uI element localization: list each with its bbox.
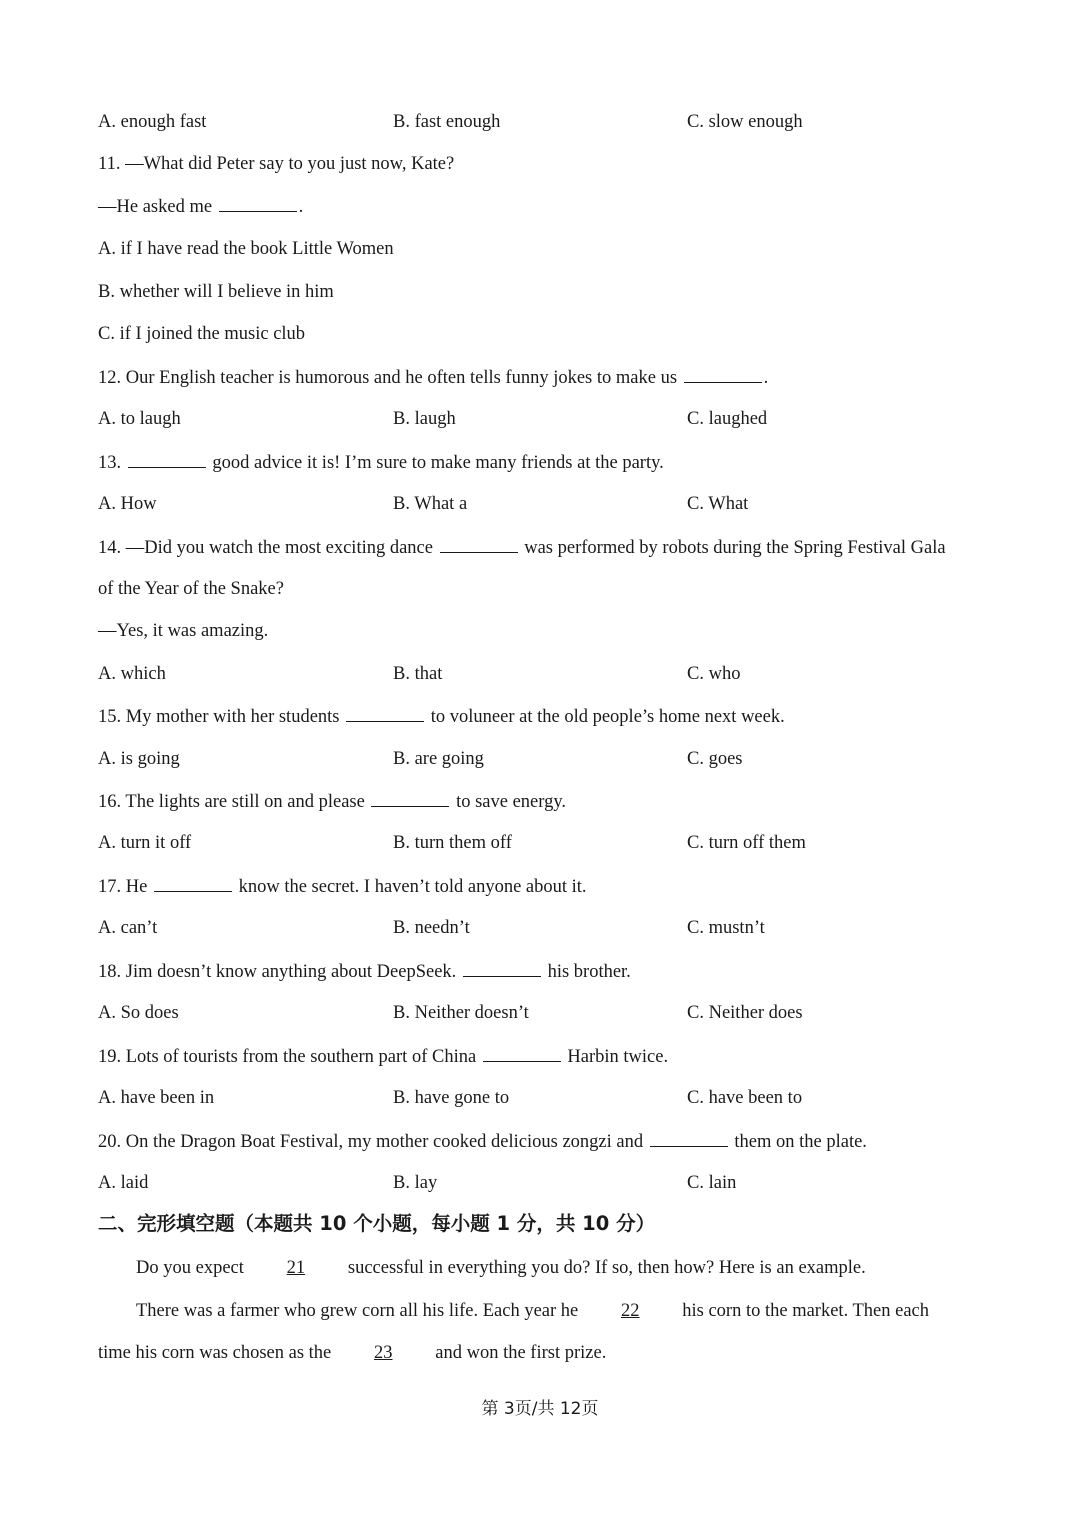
answer-blank: [346, 705, 424, 722]
reply-end: .: [298, 197, 304, 217]
option-c: C. who: [687, 664, 741, 684]
page-number: 第 3页/共 12页: [481, 1399, 599, 1419]
stem-text: 18. Jim doesn’t know anything about DeepSeek.: [98, 962, 457, 982]
stem-end: to save energy.: [456, 792, 567, 812]
answer-blank: [463, 960, 541, 977]
option-c: C. goes: [687, 749, 743, 769]
option-c: C. slow enough: [687, 112, 803, 132]
option-b: B. What a: [393, 494, 468, 514]
option-c: C. have been to: [687, 1088, 803, 1108]
option-a: A. turn it off: [98, 833, 192, 853]
stem-end: .: [763, 368, 769, 388]
question-19-stem: [98, 1045, 980, 1068]
option-b: B. whether will I believe in him: [98, 282, 334, 302]
question-16-stem: [98, 790, 980, 813]
question-14-stem: [98, 536, 980, 559]
passage-text: time his corn was chosen as the: [98, 1343, 332, 1363]
question-13-stem: [98, 451, 980, 474]
stem-end: know the secret. I haven’t told anyone about it.: [238, 877, 587, 897]
answer-blank: [650, 1130, 728, 1147]
stem-end: was performed by robots during the Spring Festival Gala: [524, 538, 946, 558]
option-a: A. laid: [98, 1173, 149, 1193]
passage-line-3: [98, 1342, 980, 1364]
passage-line-1: [136, 1257, 980, 1279]
passage-text: successful in everything you do? If so, then how? Here is an example.: [347, 1258, 866, 1278]
option-a: A. which: [98, 664, 166, 684]
option-a: A. is going: [98, 749, 180, 769]
answer-blank: [128, 451, 206, 468]
question-14-reply: —Yes, it was amazing.: [98, 621, 269, 641]
stem-end: Harbin twice.: [567, 1047, 669, 1067]
stem-text: 17. He: [98, 877, 148, 897]
numbered-blank: 21: [286, 1258, 306, 1278]
option-b: B. have gone to: [393, 1088, 510, 1108]
passage-line-2: [136, 1300, 980, 1322]
answer-blank: [154, 875, 232, 892]
option-c: C. What: [687, 494, 749, 514]
option-b: B. lay: [393, 1173, 438, 1193]
numbered-blank: 22: [621, 1301, 640, 1321]
option-b: B. laugh: [393, 409, 456, 429]
stem-text: 16. The lights are still on and please: [98, 792, 365, 812]
stem-end: them on the plate.: [734, 1132, 867, 1152]
option-c: C. mustn’t: [687, 918, 765, 938]
stem-end: his brother.: [547, 962, 631, 982]
stem-text: 12. Our English teacher is humorous and he often tells funny jokes to make us: [98, 368, 678, 388]
option-b: B. turn them off: [393, 833, 512, 853]
numbered-blank: 23: [374, 1343, 393, 1363]
option-a: A. if I have read the book Little Women: [98, 239, 394, 259]
passage-text: and won the first prize.: [435, 1343, 607, 1363]
passage-text: There was a farmer who grew corn all his life. Each year he: [136, 1301, 579, 1321]
question-20-stem: [98, 1130, 980, 1153]
stem-end: good advice it is! I’m sure to make many friends at the party.: [212, 453, 664, 473]
stem-text: 14. —Did you watch the most exciting dance: [98, 538, 433, 558]
option-b: B. that: [393, 664, 443, 684]
option-c: C. turn off them: [687, 833, 806, 853]
option-a: A. So does: [98, 1003, 179, 1023]
question-18-stem: [98, 960, 980, 983]
option-b: B. fast enough: [393, 112, 501, 132]
passage-text: Do you expect: [136, 1258, 244, 1278]
option-c: C. lain: [687, 1173, 737, 1193]
option-a: A. How: [98, 494, 157, 514]
option-b: B. Neither doesn’t: [393, 1003, 529, 1023]
reply-text: —He asked me: [98, 197, 213, 217]
question-14-stem-continued: of the Year of the Snake?: [98, 579, 284, 599]
answer-blank: [219, 195, 297, 212]
stem-text: 13.: [98, 453, 122, 473]
question-12-stem: [98, 366, 980, 389]
answer-blank: [684, 366, 762, 383]
stem-text: 15. My mother with her students: [98, 707, 340, 727]
stem-end: to voluneer at the old people’s home next week.: [430, 707, 785, 727]
stem-text: 20. On the Dragon Boat Festival, my mother cooked delicious zongzi and: [98, 1132, 644, 1152]
option-c: C. laughed: [687, 409, 768, 429]
option-a: A. enough fast: [98, 112, 207, 132]
option-c: C. Neither does: [687, 1003, 803, 1023]
option-a: A. to laugh: [98, 409, 181, 429]
option-c: C. if I joined the music club: [98, 324, 306, 344]
answer-blank: [483, 1045, 561, 1062]
passage-text: his corn to the market. Then each: [682, 1301, 930, 1321]
stem-text: 19. Lots of tourists from the southern part of China: [98, 1047, 477, 1067]
answer-blank: [371, 790, 449, 807]
option-b: B. are going: [393, 749, 484, 769]
question-11-reply: [98, 195, 980, 218]
option-a: A. can’t: [98, 918, 158, 938]
answer-blank: [440, 536, 518, 553]
question-11-stem: 11. —What did Peter say to you just now, Kate?: [98, 154, 455, 174]
option-a: A. have been in: [98, 1088, 215, 1108]
question-17-stem: [98, 875, 980, 898]
section-heading: 二、完形填空题（本题共 10 个小题，每小题 1 分，共 10 分）: [98, 1212, 656, 1235]
option-b: B. needn’t: [393, 918, 470, 938]
question-15-stem: [98, 705, 980, 728]
